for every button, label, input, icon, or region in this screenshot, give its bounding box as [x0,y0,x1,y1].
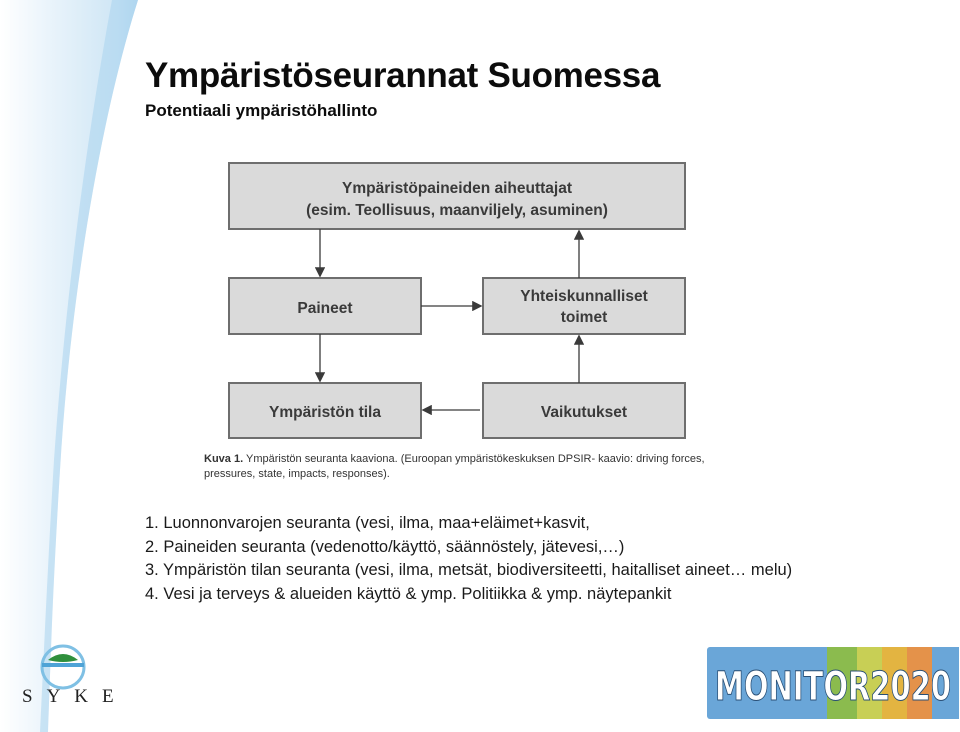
box-pressures-label: Paineet [297,300,353,317]
list-item: 3. Ympäristön tilan seuranta (vesi, ilma, metsät, biodiversiteetti, haitalliset aineet… melu) [145,561,793,579]
figure-caption-label: Kuva 1. [204,453,244,465]
syke-logo-water-icon [42,663,84,667]
page-subtitle: Potentiaali ympäristöhallinto [145,101,378,120]
list-item: 4. Vesi ja terveys & alueiden käyttö & ymp. Politiikka & ymp. näytepankit [145,584,672,603]
monitoring-list [145,512,792,606]
box-impacts [483,383,685,438]
syke-logo-hill-icon [48,654,78,662]
box-responses-line1: Yhteiskunnalliset [520,288,648,305]
box-pressures [229,278,421,334]
figure-caption [204,452,724,482]
list-item: 1. Luonnonvarojen seuranta (vesi, ilma, maa+eläimet+kasvit, [145,514,590,532]
box-state [229,383,421,438]
syke-logo [18,640,128,710]
box-responses-line2: toimet [560,309,608,326]
figure-caption-text: Ympäristön seuranta kaaviona. (Euroopan ympäristökeskuksen DPSIR- kaavio: driving forces, pressures, state, impacts, responses). [204,453,705,480]
syke-logo-text: SYKE [22,686,128,707]
decorative-stripe [0,0,140,732]
box-drivers-line1: Ympäristöpaineiden aiheuttajat [342,180,572,197]
monitor2020-logo-text: MONITOR2020 [715,664,951,710]
page-title: Ympäristöseurannat Suomessa [145,56,661,95]
list-item: 2. Paineiden seuranta (vedenotto/käyttö, säännöstely, jätevesi,…) [145,537,625,556]
box-state-label: Ympäristön tila [269,404,381,421]
box-responses [483,278,685,334]
box-drivers [229,163,685,229]
dpsir-diagram [196,156,716,446]
box-impacts-label: Vaikutukset [540,404,628,421]
monitor2020-logo [707,647,959,719]
box-drivers-line2: (esim. Teollisuus, maanviljely, asuminen) [306,202,608,219]
